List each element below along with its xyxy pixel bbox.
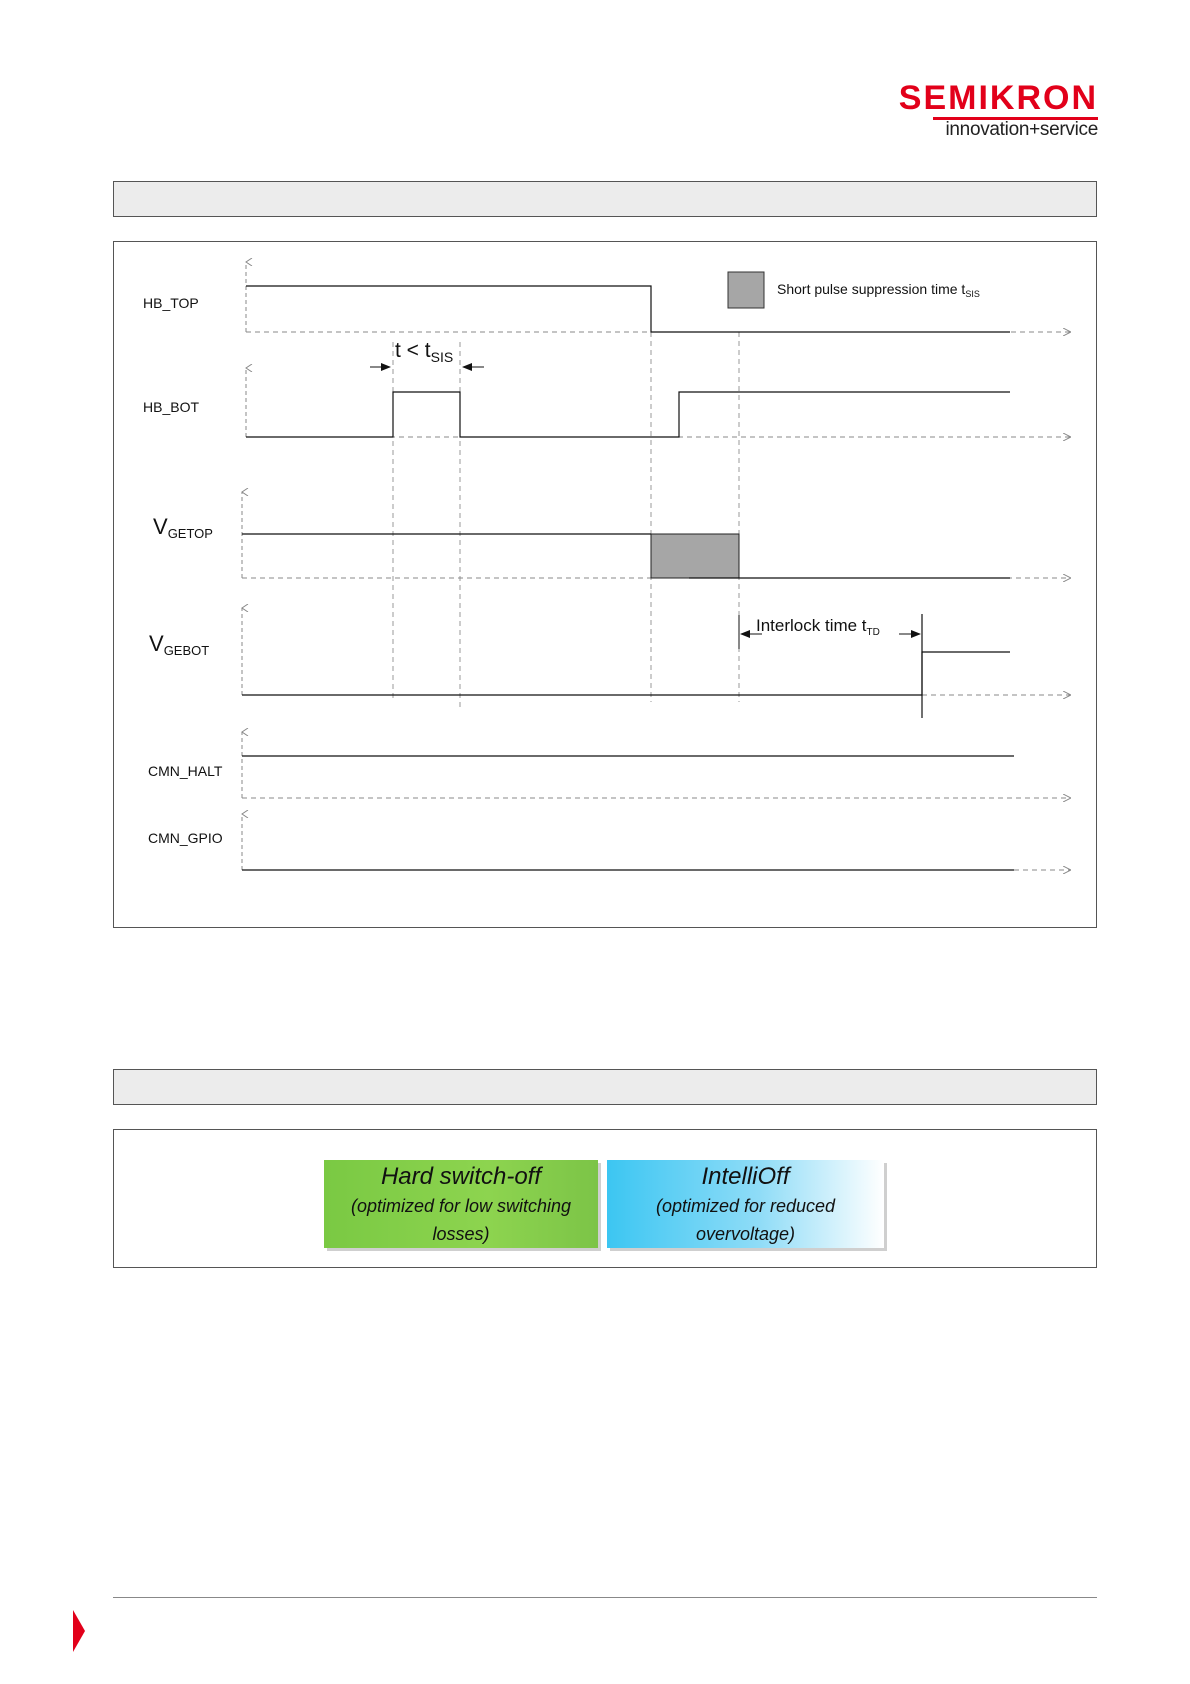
mode-hard-switch-off bbox=[324, 1160, 598, 1248]
interlock-text: Interlock time $t_{TD}$ bbox=[756, 616, 880, 638]
sis-suppression-block bbox=[651, 534, 739, 578]
modes-caption-bar bbox=[113, 1069, 1097, 1105]
timing-caption-bar bbox=[113, 181, 1097, 217]
mode-intellioff bbox=[607, 1160, 884, 1248]
vge-bot-signal bbox=[149, 608, 1070, 718]
hb-top-label: HB_TOP bbox=[143, 295, 199, 311]
footer-triangle-icon bbox=[73, 1610, 85, 1652]
mode-intellioff-description: (optimized for reduced overvoltage) bbox=[655, 1196, 836, 1244]
cmn-gpio-label: CMN_GPIO bbox=[148, 830, 223, 846]
vge-bot-label: $V_{GEBOT}$ bbox=[149, 631, 210, 658]
vge-top-signal bbox=[153, 492, 1070, 578]
timing-guides bbox=[393, 332, 739, 707]
switch-off-modes-frame bbox=[113, 1129, 1097, 1268]
hb-top-signal bbox=[143, 262, 1070, 332]
mode-intellioff-title: IntelliOff bbox=[701, 1163, 790, 1190]
mode-hard-title: Hard switch-off bbox=[380, 1163, 542, 1190]
pulse-width-text: $t < t_{SIS}$ bbox=[395, 339, 454, 365]
hb-bot-label: HB_BOT bbox=[143, 399, 200, 415]
vge-top-label: $V_{GETOP}$ bbox=[153, 514, 213, 541]
mode-hard-description: (optimized for low switching losses) bbox=[350, 1196, 572, 1244]
semikron-logo bbox=[898, 79, 1098, 140]
cmn-halt-label: CMN_HALT bbox=[148, 763, 223, 779]
timing-diagram bbox=[114, 242, 1098, 929]
cmn-halt-signal bbox=[148, 732, 1070, 798]
pulse-width-annotation bbox=[370, 339, 484, 367]
logo-tagline: innovation+service bbox=[945, 119, 1098, 140]
timing-diagram-frame bbox=[113, 241, 1097, 928]
sis-legend bbox=[728, 272, 980, 308]
sis-legend-text: Short pulse suppression time $t_{SIS}$ bbox=[777, 281, 980, 299]
sis-legend-swatch bbox=[728, 272, 764, 308]
interlock-annotation bbox=[739, 615, 920, 649]
hb-bot-signal bbox=[143, 368, 1070, 437]
logo-wordmark: SEMIKRON bbox=[898, 79, 1098, 117]
cmn-gpio-signal bbox=[148, 814, 1070, 870]
footer-divider bbox=[113, 1597, 1097, 1598]
